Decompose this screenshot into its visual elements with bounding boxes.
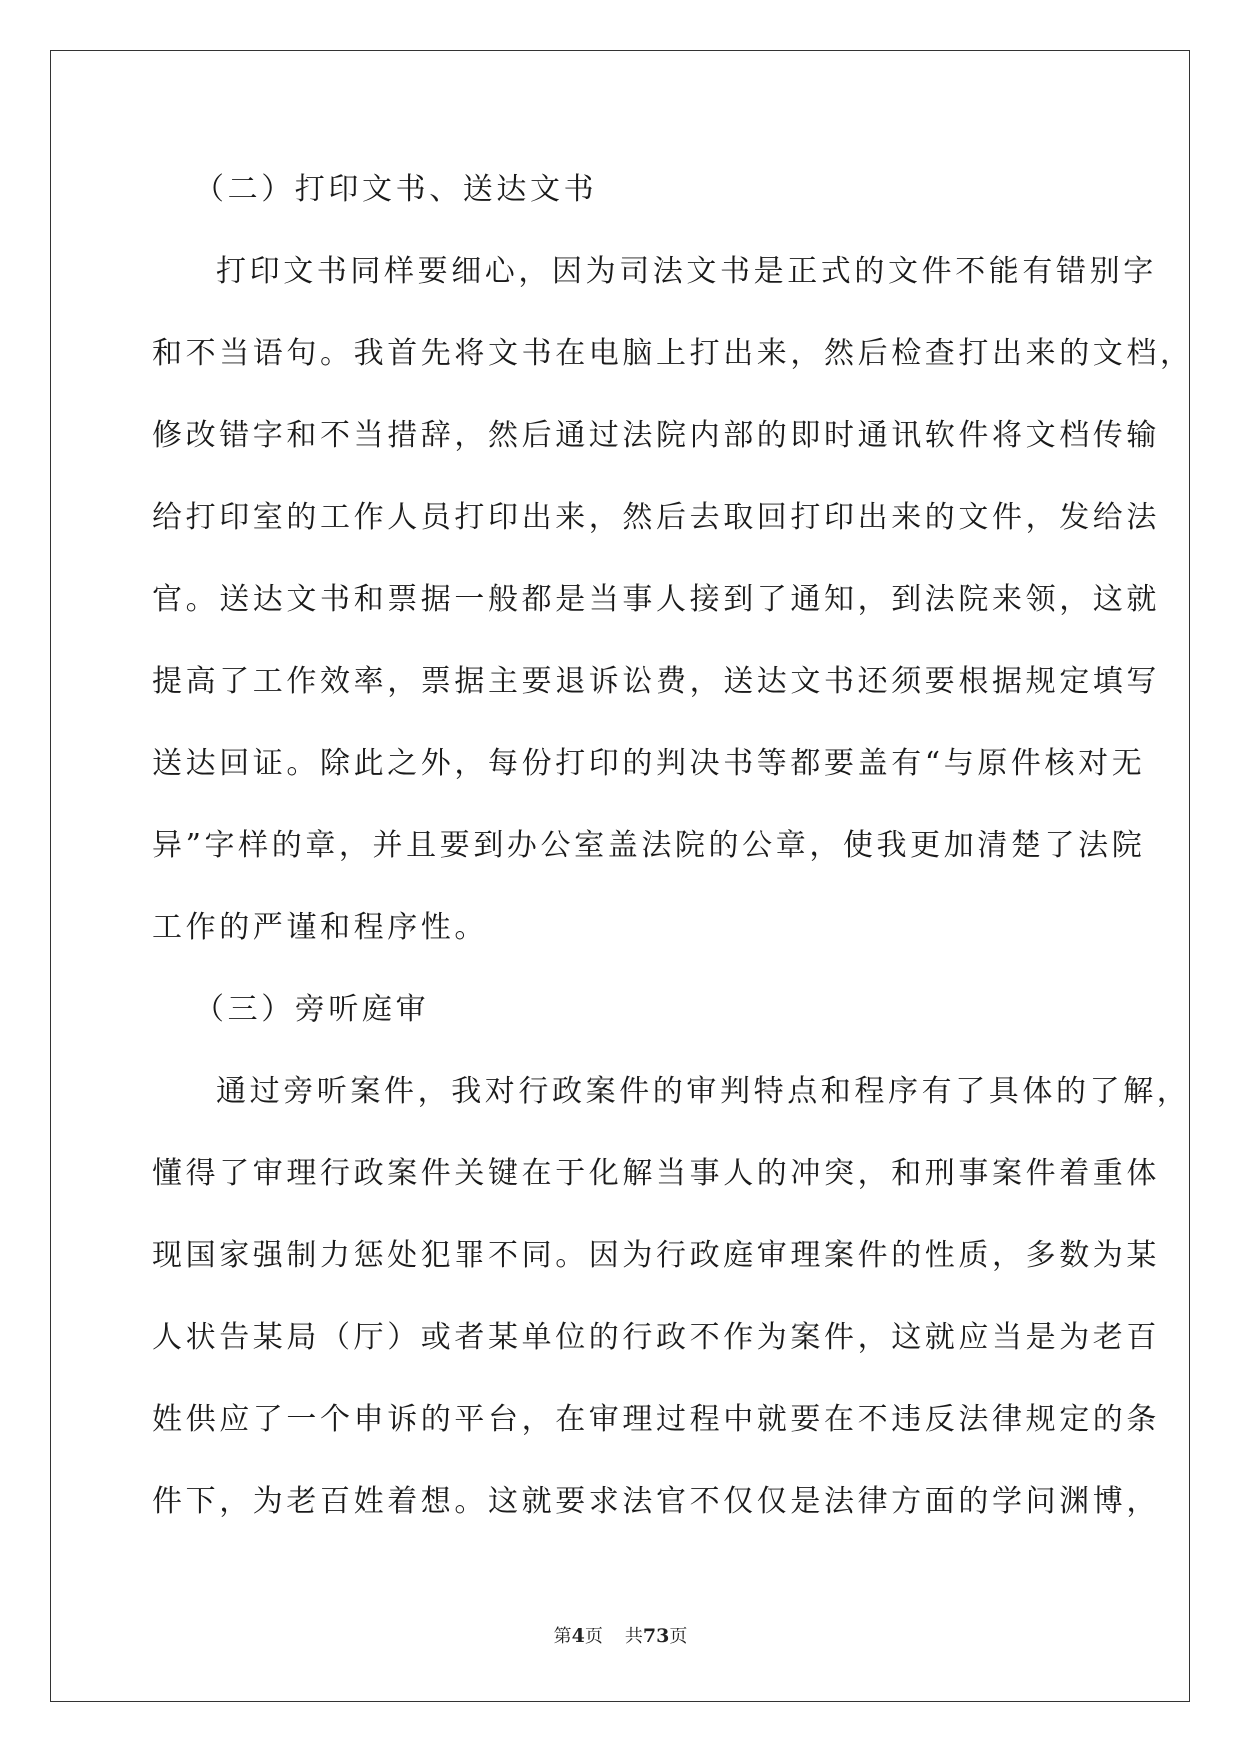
paragraph-line: 和不当语句。我首先将文书在电脑上打出来，然后检查打出来的文档， [152, 336, 1194, 371]
total-suffix: 页 [669, 1626, 688, 1647]
paragraph-line: 现国家强制力惩处犯罪不同。因为行政庭审理案件的性质，多数为某 [152, 1238, 1160, 1273]
paragraph-line: 给打印室的工作人员打印出来，然后去取回打印出来的文件，发给法 [152, 500, 1160, 535]
paragraph-line: 官。送达文书和票据一般都是当事人接到了通知，到法院来领，这就 [152, 582, 1160, 617]
total-pages: 73 [642, 1625, 670, 1647]
paragraph-line: 件下，为老百姓着想。这就要求法官不仅仅是法律方面的学问渊博， [152, 1484, 1160, 1519]
paragraph-line: 工作的严谨和程序性。 [152, 910, 488, 945]
paragraph-line: 异”字样的章，并且要到办公室盖法院的公章，使我更加清楚了法院 [152, 828, 1146, 863]
paragraph-line: 懂得了审理行政案件关键在于化解当事人的冲突，和刑事案件着重体 [152, 1156, 1160, 1191]
total-prefix: 共 [624, 1626, 643, 1647]
paragraph-line: 通过旁听案件，我对行政案件的审判特点和程序有了具体的了解， [216, 1074, 1191, 1109]
page-prefix: 第 [553, 1626, 572, 1647]
page-number: 4 [571, 1625, 585, 1647]
paragraph-line: 提高了工作效率，票据主要退诉讼费，送达文书还须要根据规定填写 [152, 664, 1160, 699]
paragraph-line: 打印文书同样要细心，因为司法文书是正式的文件不能有错别字 [216, 254, 1157, 289]
paragraph-line: 姓供应了一个申诉的平台，在审理过程中就要在不违反法律规定的条 [152, 1402, 1160, 1437]
document-body [152, 160, 1194, 1554]
paragraph-line: 送达回证。除此之外，每份打印的判决书等都要盖有“与原件核对无 [152, 746, 1146, 781]
paragraph-line: 人状告某局（厅）或者某单位的行政不作为案件，这就应当是为老百 [152, 1320, 1160, 1355]
section-heading-3: （三）旁听庭审 [194, 992, 430, 1027]
paragraph-line: 修改错字和不当措辞，然后通过法院内部的即时通讯软件将文档传输 [152, 418, 1160, 453]
section-heading-2: （二）打印文书、送达文书 [194, 172, 598, 207]
page-suffix: 页 [584, 1626, 603, 1647]
page-footer [0, 1622, 1241, 1648]
